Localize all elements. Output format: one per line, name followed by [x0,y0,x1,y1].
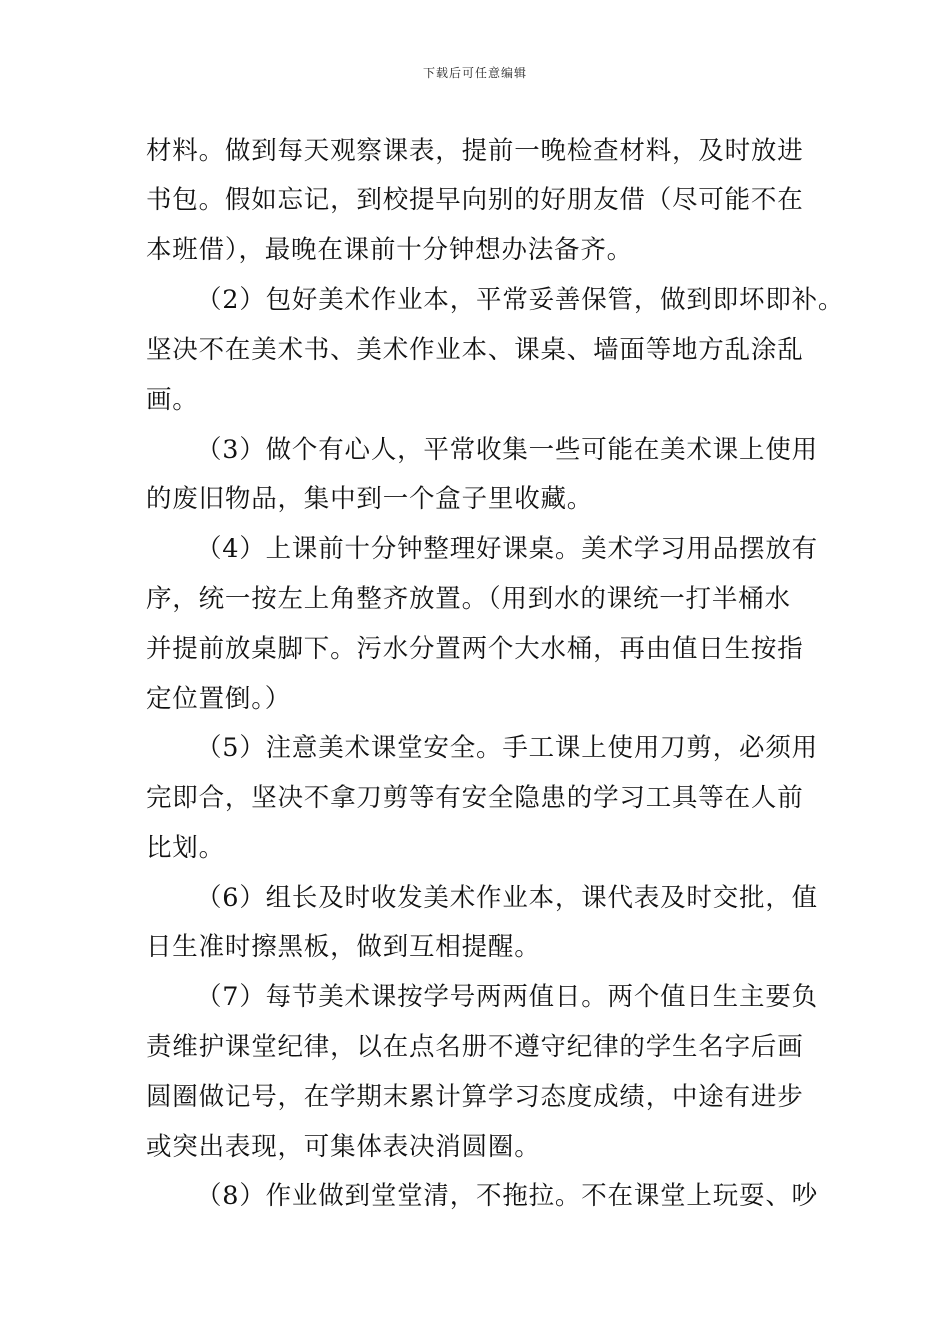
page-header: 下载后可任意编辑 [422,66,527,80]
paragraph-start-line: （6）组长及时收发美术作业本，课代表及时交批，值 [196,883,818,913]
text-line: 圆圈做记号，在学期末累计算学习态度成绩，中途有进步 [146,1082,804,1112]
text-line: 定位置倒。） [146,684,292,714]
text-line: 完即合，坚决不拿刀剪等有安全隐患的学习工具等在人前 [146,783,804,813]
text-line: 材料。做到每天观察课表，提前一晚检查材料，及时放进 [146,136,804,166]
paragraph-start-line: （4）上课前十分钟整理好课桌。美术学习用品摆放有 [196,534,818,564]
text-line: 责维护课堂纪律，以在点名册不遵守纪律的学生名字后画 [146,1032,804,1062]
paragraph-start-line: （2）包好美术作业本，平常妥善保管，做到即坏即补。 [196,285,845,315]
text-line: 的废旧物品，集中到一个盒子里收藏。 [146,484,594,514]
paragraph-start-line: （8）作业做到堂堂清，不拖拉。不在课堂上玩耍、吵 [196,1181,818,1211]
text-line: 画。 [146,385,199,415]
text-line: 本班借），最晚在课前十分钟想办法备齐。 [146,235,633,265]
text-line: 坚决不在美术书、美术作业本、课桌、墙面等地方乱涂乱 [146,335,804,365]
text-line: 日生准时擦黑板，做到互相提醒。 [146,932,541,962]
paragraph-start-line: （7）每节美术课按学号两两值日。两个值日生主要负 [196,982,818,1012]
text-line: 书包。假如忘记，到校提早向别的好朋友借（尽可能不在 [146,185,804,215]
text-line: 序，统一按左上角整齐放置。（用到水的课统一打半桶水 [146,584,791,614]
text-line: 或突出表现，可集体表决消圆圈。 [146,1132,541,1162]
paragraph-start-line: （5）注意美术课堂安全。手工课上使用刀剪，必须用 [196,733,818,763]
paragraph-start-line: （3）做个有心人，平常收集一些可能在美术课上使用 [196,435,818,465]
text-line: 比划。 [146,833,225,863]
text-line: 并提前放桌脚下。污水分置两个大水桶，再由值日生按指 [146,634,804,664]
